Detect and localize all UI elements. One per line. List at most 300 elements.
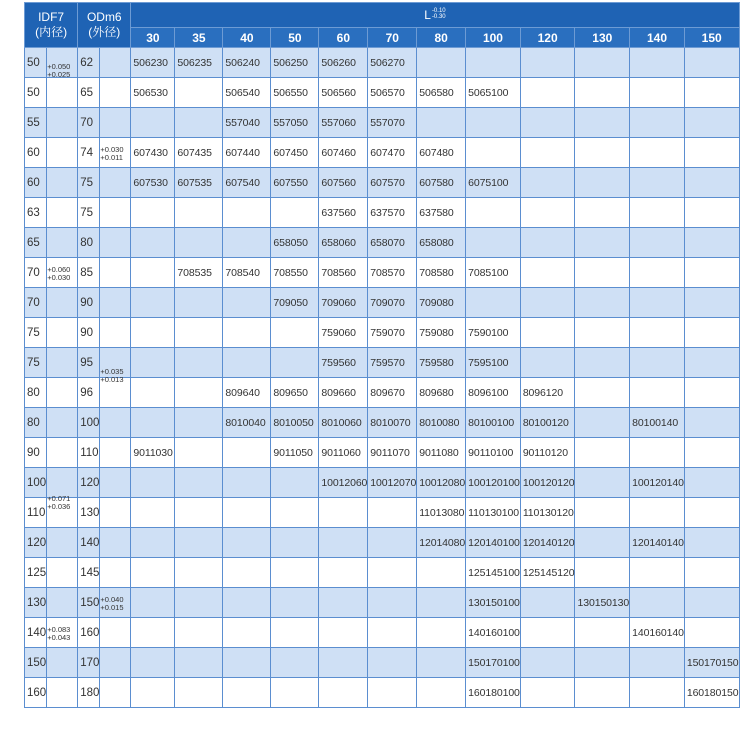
part-code-cell: 809670 xyxy=(368,378,417,408)
part-code-cell: 8010060 xyxy=(319,408,368,438)
id-value: 90 xyxy=(25,438,47,468)
table-row xyxy=(25,438,740,468)
part-code-cell xyxy=(575,258,630,288)
od-value: 145 xyxy=(78,558,100,588)
idf7-header xyxy=(25,3,78,48)
id-tol-lower: +0.030 xyxy=(47,272,71,282)
part-code-cell xyxy=(520,168,575,198)
part-code-cell: 150170100 xyxy=(466,648,521,678)
od-value: 90 xyxy=(78,318,100,348)
id-tolerance-cell xyxy=(47,648,78,678)
part-code-cell: 90110120 xyxy=(520,438,575,468)
id-tolerance-cell xyxy=(47,138,78,168)
part-code-cell xyxy=(223,648,271,678)
id-value: 75 xyxy=(25,348,47,378)
id-tol-upper: +0.060 xyxy=(47,264,71,274)
od-tolerance-cell xyxy=(100,438,131,468)
table-row xyxy=(25,528,740,558)
length-header xyxy=(131,3,739,28)
part-code-cell xyxy=(630,318,685,348)
part-code-cell xyxy=(131,468,175,498)
part-code-cell xyxy=(630,588,685,618)
od-tolerance-cell xyxy=(100,558,131,588)
part-code-cell xyxy=(368,558,417,588)
part-code-cell xyxy=(175,348,223,378)
part-code-cell xyxy=(684,168,739,198)
part-code-cell xyxy=(271,198,319,228)
part-code-cell xyxy=(131,648,175,678)
part-code-cell: 9011060 xyxy=(319,438,368,468)
part-code-cell: 12014080 xyxy=(417,528,466,558)
part-code-cell xyxy=(131,588,175,618)
part-code-cell: 8096120 xyxy=(520,378,575,408)
part-code-cell xyxy=(175,558,223,588)
part-code-cell: 8010050 xyxy=(271,408,319,438)
part-code-cell: 8010080 xyxy=(417,408,466,438)
id-tolerance-cell xyxy=(47,678,78,708)
part-code-cell xyxy=(684,138,739,168)
od-tolerance-cell xyxy=(100,408,131,438)
table-row xyxy=(25,648,740,678)
part-code-cell xyxy=(684,408,739,438)
id-tolerance-cell xyxy=(47,528,78,558)
part-code-cell xyxy=(223,498,271,528)
part-code-cell xyxy=(684,588,739,618)
part-code-cell: 607560 xyxy=(319,168,368,198)
od-tolerance-cell xyxy=(100,648,131,678)
length-col-150: 150 xyxy=(684,28,739,48)
part-code-cell: 607570 xyxy=(368,168,417,198)
idf7-sublabel: (内径) xyxy=(35,25,68,39)
od-tolerance-cell xyxy=(100,678,131,708)
part-code-cell: 9011080 xyxy=(417,438,466,468)
od-tol-upper: +0.040 xyxy=(100,594,124,604)
part-code-cell xyxy=(630,258,685,288)
part-code-cell xyxy=(175,288,223,318)
od-value: 70 xyxy=(78,108,100,138)
od-tol-upper: +0.035 xyxy=(100,366,124,376)
part-code-cell xyxy=(223,348,271,378)
id-tolerance-cell xyxy=(47,78,78,108)
part-code-cell: 759060 xyxy=(319,318,368,348)
part-code-cell xyxy=(630,48,685,78)
part-code-cell xyxy=(223,468,271,498)
part-code-cell: 709070 xyxy=(368,288,417,318)
part-code-cell: 5065100 xyxy=(466,78,521,108)
part-code-cell xyxy=(131,558,175,588)
part-code-cell xyxy=(271,678,319,708)
part-code-cell: 557040 xyxy=(223,108,271,138)
id-value: 130 xyxy=(25,588,47,618)
part-code-cell: 506570 xyxy=(368,78,417,108)
id-tolerance xyxy=(47,626,70,642)
length-tol-lower: -0.30 xyxy=(431,13,446,20)
part-code-cell xyxy=(131,408,175,438)
part-code-cell: 607480 xyxy=(417,138,466,168)
part-code-cell: 120140100 xyxy=(466,528,521,558)
part-code-cell xyxy=(131,498,175,528)
part-code-cell: 90110100 xyxy=(466,438,521,468)
od-tolerance-cell xyxy=(100,618,131,648)
id-tolerance-cell xyxy=(47,588,78,618)
part-code-cell xyxy=(520,288,575,318)
id-tolerance-cell xyxy=(47,168,78,198)
od-value: 100 xyxy=(78,408,100,438)
part-code-cell xyxy=(575,498,630,528)
table-row xyxy=(25,168,740,198)
part-code-cell xyxy=(684,558,739,588)
od-tolerance-cell xyxy=(100,468,131,498)
part-code-cell xyxy=(271,498,319,528)
table-row xyxy=(25,138,740,168)
part-code-cell: 809640 xyxy=(223,378,271,408)
id-value: 50 xyxy=(25,48,47,78)
od-value: 62 xyxy=(78,48,100,78)
part-code-cell: 607430 xyxy=(131,138,175,168)
part-code-cell: 607535 xyxy=(175,168,223,198)
part-code-cell xyxy=(575,438,630,468)
id-value: 100 xyxy=(25,468,47,498)
part-code-cell xyxy=(575,138,630,168)
part-code-cell xyxy=(175,648,223,678)
table-row xyxy=(25,498,740,528)
part-code-cell: 658050 xyxy=(271,228,319,258)
od-tolerance-cell xyxy=(100,108,131,138)
od-value: 95 xyxy=(78,348,100,378)
id-tolerance-cell xyxy=(47,228,78,258)
od-value: 65 xyxy=(78,78,100,108)
part-code-cell xyxy=(630,378,685,408)
part-code-cell: 9011030 xyxy=(131,438,175,468)
part-code-cell: 506550 xyxy=(271,78,319,108)
part-code-cell: 120140140 xyxy=(630,528,685,558)
table-row xyxy=(25,318,740,348)
id-value: 110 xyxy=(25,498,47,528)
part-code-cell xyxy=(417,48,466,78)
part-code-cell: 607450 xyxy=(271,138,319,168)
length-col-100: 100 xyxy=(466,28,521,48)
length-tol-upper: -0.10 xyxy=(431,7,446,14)
part-code-cell xyxy=(520,108,575,138)
part-code-cell xyxy=(131,618,175,648)
part-code-cell: 506270 xyxy=(368,48,417,78)
part-code-cell: 160180150 xyxy=(684,678,739,708)
part-code-cell xyxy=(684,108,739,138)
part-code-cell xyxy=(630,108,685,138)
part-code-cell xyxy=(223,678,271,708)
od-tolerance-cell xyxy=(100,198,131,228)
part-code-cell xyxy=(630,498,685,528)
part-code-cell xyxy=(175,78,223,108)
table-row xyxy=(25,588,740,618)
part-code-cell xyxy=(175,378,223,408)
table-row xyxy=(25,348,740,378)
id-value: 160 xyxy=(25,678,47,708)
part-code-cell: 759080 xyxy=(417,318,466,348)
part-code-cell xyxy=(223,318,271,348)
part-code-cell: 7085100 xyxy=(466,258,521,288)
od-value: 110 xyxy=(78,438,100,468)
part-code-cell xyxy=(684,348,739,378)
od-value: 180 xyxy=(78,678,100,708)
part-code-cell xyxy=(131,678,175,708)
part-code-cell xyxy=(417,678,466,708)
od-tol-upper: +0.030 xyxy=(100,144,124,154)
od-tolerance-cell xyxy=(100,318,131,348)
part-code-cell: 708570 xyxy=(368,258,417,288)
part-code-cell xyxy=(630,138,685,168)
part-code-cell: 125145120 xyxy=(520,558,575,588)
part-code-cell: 7595100 xyxy=(466,348,521,378)
part-code-cell xyxy=(271,348,319,378)
od-tolerance-cell xyxy=(100,498,131,528)
od-tolerance-cell xyxy=(100,288,131,318)
od-tolerance-cell xyxy=(100,228,131,258)
part-code-cell: 708580 xyxy=(417,258,466,288)
part-code-cell xyxy=(520,348,575,378)
part-code-cell: 8010040 xyxy=(223,408,271,438)
length-col-40: 40 xyxy=(223,28,271,48)
part-code-cell xyxy=(520,318,575,348)
part-code-cell xyxy=(131,288,175,318)
part-code-cell: 759560 xyxy=(319,348,368,378)
od-tolerance xyxy=(100,146,123,162)
part-code-cell: 637580 xyxy=(417,198,466,228)
part-code-cell: 9011070 xyxy=(368,438,417,468)
id-tol-upper: +0.050 xyxy=(47,61,71,71)
id-value: 55 xyxy=(25,108,47,138)
id-tolerance xyxy=(47,63,70,79)
part-code-cell xyxy=(319,678,368,708)
part-code-cell xyxy=(520,78,575,108)
part-code-cell xyxy=(466,228,521,258)
id-value: 120 xyxy=(25,528,47,558)
part-code-cell xyxy=(520,618,575,648)
part-code-cell xyxy=(175,678,223,708)
part-code-cell xyxy=(684,48,739,78)
part-code-cell: 637560 xyxy=(319,198,368,228)
part-code-cell xyxy=(520,258,575,288)
table-row xyxy=(25,198,740,228)
od-value: 120 xyxy=(78,468,100,498)
part-code-cell: 557070 xyxy=(368,108,417,138)
part-code-cell: 506540 xyxy=(223,78,271,108)
part-code-cell: 809680 xyxy=(417,378,466,408)
idf7-label: IDF7 xyxy=(38,10,65,24)
part-code-cell xyxy=(575,528,630,558)
id-tolerance-cell xyxy=(47,438,78,468)
part-code-cell xyxy=(520,648,575,678)
part-code-cell: 708535 xyxy=(175,258,223,288)
od-value: 96 xyxy=(78,378,100,408)
id-value: 50 xyxy=(25,78,47,108)
part-code-cell xyxy=(175,108,223,138)
part-code-cell xyxy=(466,288,521,318)
part-code-cell: 100120120 xyxy=(520,468,575,498)
part-code-cell: 6075100 xyxy=(466,168,521,198)
part-code-cell: 709080 xyxy=(417,288,466,318)
part-code-cell: 708540 xyxy=(223,258,271,288)
part-code-cell xyxy=(417,618,466,648)
part-code-cell: 7590100 xyxy=(466,318,521,348)
part-code-cell xyxy=(575,48,630,78)
table-row xyxy=(25,78,740,108)
part-code-cell: 130150100 xyxy=(466,588,521,618)
part-code-cell xyxy=(175,468,223,498)
part-code-cell xyxy=(684,288,739,318)
odm6-sublabel: (外径) xyxy=(88,25,121,39)
part-code-cell xyxy=(319,528,368,558)
table-row xyxy=(25,258,740,288)
od-tol-lower: +0.015 xyxy=(100,602,124,612)
od-tolerance-cell xyxy=(100,168,131,198)
table-row xyxy=(25,618,740,648)
part-code-cell: 100120140 xyxy=(630,468,685,498)
od-value: 140 xyxy=(78,528,100,558)
part-code-cell xyxy=(630,198,685,228)
part-code-cell xyxy=(271,318,319,348)
part-code-cell xyxy=(466,108,521,138)
part-code-cell xyxy=(417,588,466,618)
table-row xyxy=(25,288,740,318)
od-tolerance-cell xyxy=(100,78,131,108)
part-code-cell xyxy=(131,528,175,558)
part-code-cell: 658080 xyxy=(417,228,466,258)
part-code-cell xyxy=(175,228,223,258)
part-code-cell: 120140120 xyxy=(520,528,575,558)
part-code-cell xyxy=(223,528,271,558)
part-code-cell xyxy=(630,78,685,108)
part-code-cell xyxy=(630,228,685,258)
od-value: 75 xyxy=(78,168,100,198)
part-code-cell xyxy=(223,288,271,318)
od-value: 160 xyxy=(78,618,100,648)
part-code-cell xyxy=(520,678,575,708)
od-value: 170 xyxy=(78,648,100,678)
od-tolerance-cell xyxy=(100,528,131,558)
part-code-cell xyxy=(575,198,630,228)
length-symbol: L xyxy=(424,7,431,22)
part-code-cell xyxy=(319,618,368,648)
part-code-cell: 80100120 xyxy=(520,408,575,438)
part-code-cell xyxy=(131,108,175,138)
part-code-cell xyxy=(630,168,685,198)
part-code-cell: 80100140 xyxy=(630,408,685,438)
part-code-cell xyxy=(684,438,739,468)
part-code-cell xyxy=(319,558,368,588)
part-code-cell: 506260 xyxy=(319,48,368,78)
part-code-cell xyxy=(271,468,319,498)
part-code-cell: 809660 xyxy=(319,378,368,408)
part-code-cell xyxy=(630,558,685,588)
part-code-cell xyxy=(368,498,417,528)
part-code-cell xyxy=(131,258,175,288)
part-code-cell xyxy=(466,48,521,78)
part-code-cell: 125145100 xyxy=(466,558,521,588)
part-code-cell xyxy=(131,228,175,258)
length-col-120: 120 xyxy=(520,28,575,48)
od-tolerance-cell xyxy=(100,366,131,408)
part-code-cell xyxy=(175,408,223,438)
length-col-60: 60 xyxy=(319,28,368,48)
part-code-cell: 658060 xyxy=(319,228,368,258)
part-code-cell xyxy=(417,558,466,588)
part-code-cell: 607530 xyxy=(131,168,175,198)
part-code-cell xyxy=(175,498,223,528)
part-code-cell xyxy=(175,318,223,348)
od-value: 90 xyxy=(78,288,100,318)
id-value: 75 xyxy=(25,318,47,348)
length-col-140: 140 xyxy=(630,28,685,48)
part-code-cell: 506250 xyxy=(271,48,319,78)
part-code-cell: 607470 xyxy=(368,138,417,168)
part-code-cell xyxy=(575,348,630,378)
table-row xyxy=(25,678,740,708)
part-code-cell xyxy=(319,588,368,618)
id-value: 70 xyxy=(25,288,47,318)
part-code-cell xyxy=(417,108,466,138)
part-code-cell: 10012080 xyxy=(417,468,466,498)
od-value: 85 xyxy=(78,258,100,288)
id-value: 150 xyxy=(25,648,47,678)
part-code-cell: 11013080 xyxy=(417,498,466,528)
part-code-cell: 140160100 xyxy=(466,618,521,648)
part-code-cell xyxy=(520,588,575,618)
part-code-cell xyxy=(223,588,271,618)
id-tolerance-cell xyxy=(47,408,78,438)
id-tolerance-cell xyxy=(47,618,78,648)
length-tolerance xyxy=(432,8,446,20)
id-value: 140 xyxy=(25,618,47,648)
part-code-cell: 130150130 xyxy=(575,588,630,618)
part-code-cell: 557060 xyxy=(319,108,368,138)
odm6-label: ODm6 xyxy=(86,10,122,24)
part-code-cell: 506580 xyxy=(417,78,466,108)
id-tol-upper: +0.083 xyxy=(47,624,71,634)
part-code-cell xyxy=(271,588,319,618)
part-code-cell xyxy=(575,378,630,408)
part-code-cell: 809650 xyxy=(271,378,319,408)
id-value: 70 xyxy=(25,258,47,288)
part-code-cell: 10012070 xyxy=(368,468,417,498)
part-code-cell: 759570 xyxy=(368,348,417,378)
part-code-cell xyxy=(575,408,630,438)
od-value: 74 xyxy=(78,138,100,168)
od-tolerance-cell xyxy=(100,48,131,78)
part-code-cell: 708560 xyxy=(319,258,368,288)
part-code-cell: 110130120 xyxy=(520,498,575,528)
part-code-cell xyxy=(684,528,739,558)
part-code-cell xyxy=(630,678,685,708)
part-code-cell: 607580 xyxy=(417,168,466,198)
part-code-cell xyxy=(368,678,417,708)
id-tolerance-cell xyxy=(47,558,78,588)
id-tol-lower: +0.036 xyxy=(47,501,71,511)
id-tolerance-cell xyxy=(47,288,78,318)
id-tolerance-cell xyxy=(47,378,78,408)
part-code-cell: 709060 xyxy=(319,288,368,318)
part-code-cell xyxy=(575,318,630,348)
part-code-cell xyxy=(368,618,417,648)
id-value: 60 xyxy=(25,138,47,168)
part-code-cell xyxy=(175,438,223,468)
id-value: 63 xyxy=(25,198,47,228)
id-tol-lower: +0.025 xyxy=(47,69,71,79)
part-code-cell xyxy=(223,558,271,588)
length-col-70: 70 xyxy=(368,28,417,48)
part-code-cell: 160180100 xyxy=(466,678,521,708)
od-value: 75 xyxy=(78,198,100,228)
